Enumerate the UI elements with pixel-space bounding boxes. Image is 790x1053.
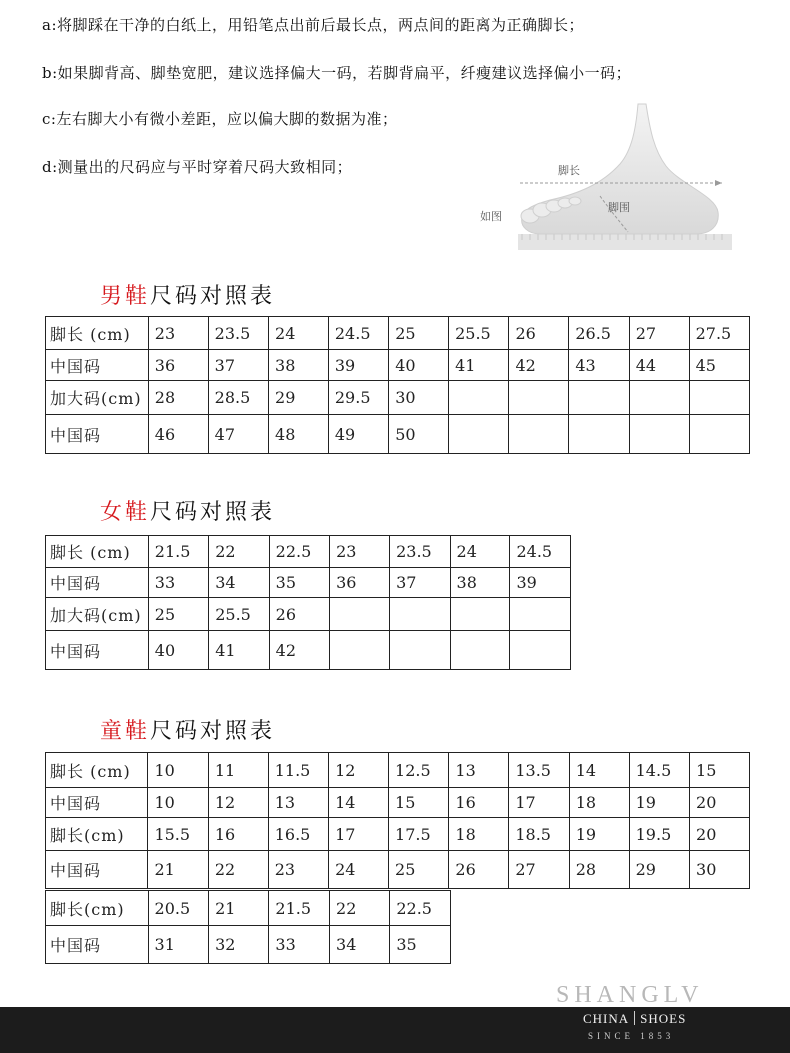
table-cell: 25.5 xyxy=(449,317,509,350)
table-cell: 21.5 xyxy=(148,536,208,568)
table-cell: 25 xyxy=(148,598,208,631)
table-row xyxy=(46,350,750,381)
table-cell: 23 xyxy=(148,317,208,350)
table-cell: 47 xyxy=(208,415,268,454)
table-cell xyxy=(449,381,509,415)
table-cell: 26 xyxy=(509,317,569,350)
table-cell: 22 xyxy=(209,536,269,568)
table-cell: 30 xyxy=(389,381,449,415)
table-cell xyxy=(629,381,689,415)
table-cell: 10 xyxy=(148,788,208,818)
women-title-rest: 尺码对照表 xyxy=(150,500,276,525)
table-cell: 15.5 xyxy=(148,818,208,851)
table-cell: 37 xyxy=(390,568,450,598)
table-cell: 21 xyxy=(148,851,208,889)
table-cell: 22.5 xyxy=(269,536,329,568)
table-cell: 33 xyxy=(148,568,208,598)
table-cell xyxy=(330,631,390,670)
foot-measure-illustration xyxy=(470,100,740,260)
table-cell: 43 xyxy=(569,350,629,381)
row-header-cell: 中国码 xyxy=(46,926,149,964)
table-row xyxy=(46,381,750,415)
table-cell: 20.5 xyxy=(148,891,209,926)
table-cell: 48 xyxy=(269,415,329,454)
row-header-cell: 脚长(cm) xyxy=(46,891,149,926)
table-cell xyxy=(569,381,629,415)
row-header-cell: 脚长 (cm) xyxy=(46,317,149,350)
table-cell: 11 xyxy=(208,753,268,788)
table-cell: 19.5 xyxy=(629,818,689,851)
table-cell: 32 xyxy=(209,926,269,964)
row-header-cell: 加大码(cm) xyxy=(46,598,149,631)
table-cell xyxy=(509,381,569,415)
row-header-cell: 脚长 (cm) xyxy=(46,536,149,568)
table-cell: 25 xyxy=(389,317,449,350)
women-title-accent: 女鞋 xyxy=(100,500,151,525)
length-arrow-head xyxy=(715,180,722,186)
table-cell: 40 xyxy=(389,350,449,381)
table-row xyxy=(46,818,750,851)
table-cell: 29 xyxy=(629,851,689,889)
table-cell: 24 xyxy=(269,317,329,350)
foot-shape xyxy=(522,104,719,234)
table-cell: 19 xyxy=(629,788,689,818)
brand-name: SHANGLV xyxy=(556,982,704,1008)
table-cell: 49 xyxy=(328,415,388,454)
table-cell: 35 xyxy=(390,926,451,964)
table-cell: 14.5 xyxy=(629,753,689,788)
table-cell: 15 xyxy=(389,788,449,818)
table-cell xyxy=(689,381,749,415)
table-cell: 17 xyxy=(509,788,569,818)
table-cell: 44 xyxy=(629,350,689,381)
table-cell: 24.5 xyxy=(328,317,388,350)
kids-extra-size-table xyxy=(45,890,451,964)
table-cell: 18 xyxy=(569,788,629,818)
table-row xyxy=(46,415,750,454)
table-cell: 50 xyxy=(389,415,449,454)
table-row xyxy=(46,851,750,889)
illustration-caption: 如图 xyxy=(480,210,502,223)
kids-table-title xyxy=(100,714,275,745)
table-cell: 12 xyxy=(208,788,268,818)
table-cell: 27.5 xyxy=(689,317,749,350)
ruler-base xyxy=(518,234,732,250)
table-cell: 36 xyxy=(330,568,390,598)
table-cell: 26 xyxy=(269,598,329,631)
table-cell xyxy=(450,631,510,670)
table-cell xyxy=(390,631,450,670)
table-cell: 26.5 xyxy=(569,317,629,350)
table-cell: 21.5 xyxy=(269,891,330,926)
table-cell: 23.5 xyxy=(208,317,268,350)
table-cell: 42 xyxy=(269,631,329,670)
table-cell: 13.5 xyxy=(509,753,569,788)
kids-size-table xyxy=(45,752,750,889)
kids-title-rest: 尺码对照表 xyxy=(150,719,276,744)
row-header-cell: 脚长 (cm) xyxy=(46,753,148,788)
table-cell: 20 xyxy=(690,818,750,851)
table-cell xyxy=(330,598,390,631)
table-cell: 28 xyxy=(148,381,208,415)
instruction-d: d:测量出的尺码应与平时穿着尺码大致相同； xyxy=(42,158,353,176)
women-size-table xyxy=(45,535,571,670)
table-cell: 39 xyxy=(510,568,571,598)
table-row xyxy=(46,317,750,350)
table-cell: 22.5 xyxy=(390,891,451,926)
table-cell: 45 xyxy=(689,350,749,381)
table-cell: 31 xyxy=(148,926,209,964)
table-cell: 11.5 xyxy=(268,753,328,788)
table-cell: 12 xyxy=(329,753,389,788)
row-header-cell: 中国码 xyxy=(46,350,149,381)
table-cell xyxy=(629,415,689,454)
table-cell: 46 xyxy=(148,415,208,454)
table-cell: 14 xyxy=(329,788,389,818)
table-cell xyxy=(390,598,450,631)
table-cell: 24 xyxy=(450,536,510,568)
table-cell: 36 xyxy=(148,350,208,381)
table-cell xyxy=(689,415,749,454)
table-cell: 18 xyxy=(449,818,509,851)
table-row xyxy=(46,753,750,788)
table-cell: 16 xyxy=(449,788,509,818)
table-cell: 24.5 xyxy=(510,536,571,568)
brand-since: SINCE 1853 xyxy=(588,1031,675,1041)
table-row xyxy=(46,926,451,964)
table-cell: 37 xyxy=(208,350,268,381)
table-cell: 38 xyxy=(450,568,510,598)
table-cell: 27 xyxy=(509,851,569,889)
table-cell: 25.5 xyxy=(209,598,269,631)
table-cell: 16 xyxy=(208,818,268,851)
table-cell: 10 xyxy=(148,753,208,788)
table-cell: 28 xyxy=(569,851,629,889)
table-cell: 16.5 xyxy=(268,818,328,851)
table-cell xyxy=(510,631,571,670)
table-cell: 27 xyxy=(629,317,689,350)
table-cell: 34 xyxy=(209,568,269,598)
table-cell: 13 xyxy=(449,753,509,788)
row-header-cell: 中国码 xyxy=(46,788,148,818)
kids-title-accent: 童鞋 xyxy=(100,719,151,744)
table-cell: 18.5 xyxy=(509,818,569,851)
length-label: 脚长 xyxy=(558,164,580,177)
instruction-b: b:如果脚背高、脚垫宽肥，建议选择偏大一码，若脚背扁平，纤瘦建议选择偏小一码； xyxy=(42,64,632,82)
table-cell: 24 xyxy=(329,851,389,889)
table-row xyxy=(46,788,750,818)
table-cell: 28.5 xyxy=(208,381,268,415)
men-title-rest: 尺码对照表 xyxy=(150,284,276,309)
table-cell xyxy=(509,415,569,454)
table-cell: 34 xyxy=(330,926,390,964)
table-cell: 21 xyxy=(209,891,269,926)
table-cell: 20 xyxy=(690,788,750,818)
table-cell: 25 xyxy=(389,851,449,889)
row-header-cell: 中国码 xyxy=(46,568,149,598)
brand-divider xyxy=(634,1011,635,1025)
row-header-cell: 加大码(cm) xyxy=(46,381,149,415)
table-cell: 19 xyxy=(569,818,629,851)
table-cell: 38 xyxy=(269,350,329,381)
table-row xyxy=(46,598,571,631)
table-row xyxy=(46,631,571,670)
table-row xyxy=(46,568,571,598)
table-cell: 29.5 xyxy=(328,381,388,415)
women-table-title xyxy=(100,495,275,526)
table-cell xyxy=(510,598,571,631)
table-cell xyxy=(449,415,509,454)
table-cell: 40 xyxy=(148,631,208,670)
table-cell: 41 xyxy=(449,350,509,381)
table-cell: 22 xyxy=(208,851,268,889)
table-cell: 15 xyxy=(690,753,750,788)
table-cell: 26 xyxy=(449,851,509,889)
table-cell: 22 xyxy=(330,891,390,926)
table-cell: 23.5 xyxy=(390,536,450,568)
table-cell: 42 xyxy=(509,350,569,381)
table-row xyxy=(46,891,451,926)
table-cell: 13 xyxy=(268,788,328,818)
table-cell: 33 xyxy=(269,926,330,964)
table-cell: 17.5 xyxy=(389,818,449,851)
instruction-c: c:左右脚大小有微小差距，应以偏大脚的数据为准； xyxy=(42,110,398,128)
table-cell: 23 xyxy=(330,536,390,568)
table-cell: 41 xyxy=(209,631,269,670)
brand-left: CHINA xyxy=(583,1011,630,1026)
row-header-cell: 中国码 xyxy=(46,631,149,670)
table-cell: 14 xyxy=(569,753,629,788)
table-cell: 29 xyxy=(269,381,329,415)
table-cell: 39 xyxy=(328,350,388,381)
men-size-table xyxy=(45,316,750,454)
men-table-title xyxy=(100,279,275,310)
brand-tagline xyxy=(583,1011,686,1027)
row-header-cell: 中国码 xyxy=(46,851,148,889)
table-cell xyxy=(569,415,629,454)
table-cell: 12.5 xyxy=(389,753,449,788)
table-cell xyxy=(450,598,510,631)
brand-right: SHOES xyxy=(640,1011,687,1026)
table-row xyxy=(46,536,571,568)
table-cell: 17 xyxy=(329,818,389,851)
table-cell: 35 xyxy=(269,568,329,598)
men-title-accent: 男鞋 xyxy=(100,284,151,309)
row-header-cell: 脚长(cm) xyxy=(46,818,148,851)
girth-label: 脚围 xyxy=(608,201,630,214)
row-header-cell: 中国码 xyxy=(46,415,149,454)
instruction-a: a:将脚踩在干净的白纸上，用铅笔点出前后最长点，两点间的距离为正确脚长； xyxy=(42,16,585,34)
table-cell: 23 xyxy=(268,851,328,889)
table-cell: 30 xyxy=(690,851,750,889)
